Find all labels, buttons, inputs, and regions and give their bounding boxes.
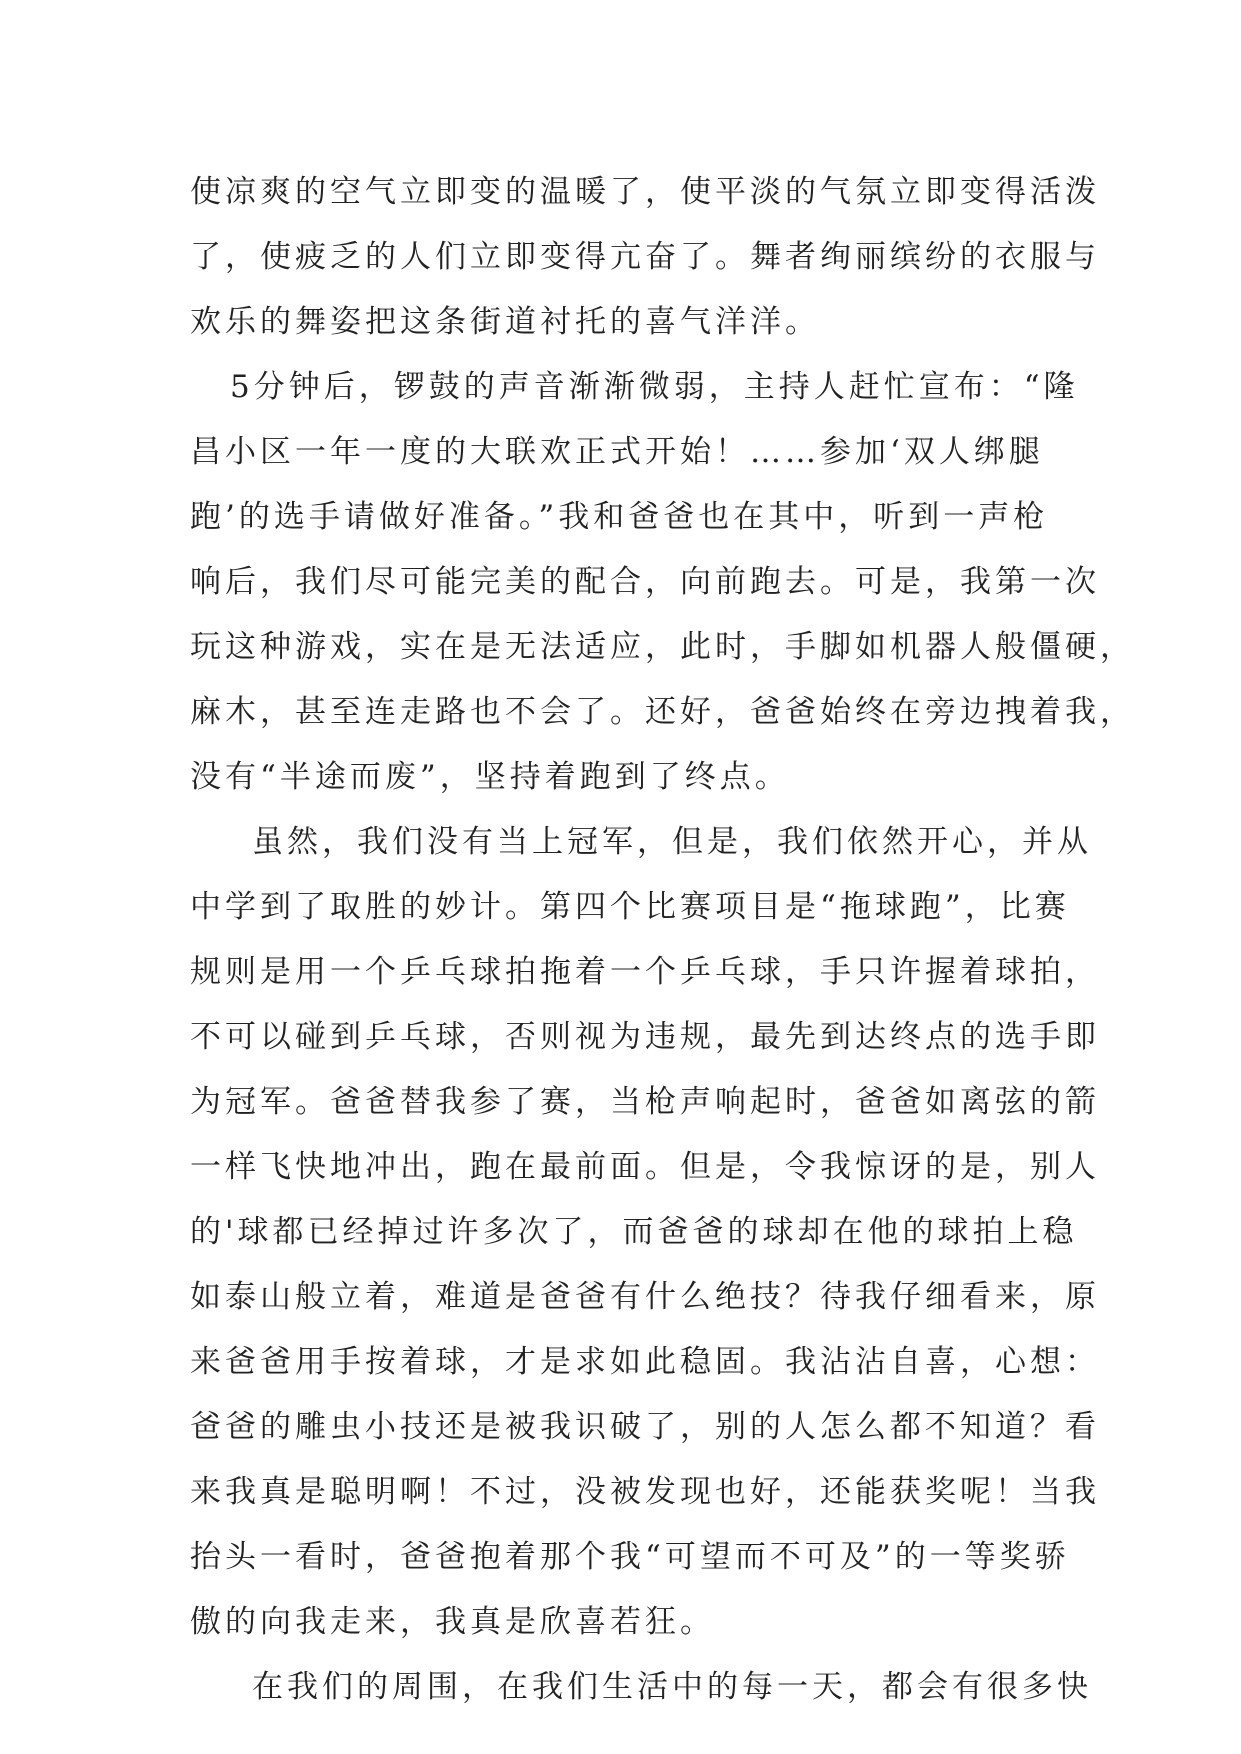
text-line: 傲的向我走来，我真是欣喜若狂。 xyxy=(190,1604,715,1640)
text-line: 一样飞快地冲出，跑在最前面。但是，令我惊讶的是，别人 xyxy=(190,1149,1100,1185)
text-line: 规则是用一个乒乓球拍拖着一个乒乓球，手只许握着球拍， xyxy=(190,954,1100,990)
body-text xyxy=(190,160,1135,1720)
text-line: 来我真是聪明啊！不过，没被发现也好，还能获奖呢！当我 xyxy=(190,1474,1100,1510)
text-line: 来爸爸用手按着球，才是求如此稳固。我沾沾自喜，心想： xyxy=(190,1344,1100,1380)
text-line: 如泰山般立着，难道是爸爸有什么绝技？待我仔细看来，原 xyxy=(190,1279,1100,1315)
text-line: 使凉爽的空气立即变的温暖了，使平淡的气氛立即变得活泼 xyxy=(190,174,1100,210)
text-line: 抬头一看时，爸爸抱着那个我“可望而不可及”的一等奖骄 xyxy=(190,1539,1070,1575)
text-line: 响后，我们尽可能完美的配合，向前跑去。可是，我第一次 xyxy=(190,564,1100,600)
text-line: 的'球都已经掉过许多次了，而爸爸的球却在他的球拍上稳 xyxy=(190,1214,1078,1250)
text-line: 玩这种游戏，实在是无法适应，此时，手脚如机器人般僵硬， xyxy=(190,629,1135,665)
text-line: 欢乐的舞姿把这条街道衬托的喜气洋洋。 xyxy=(190,304,820,340)
text-line: 昌小区一年一度的大联欢正式开始！……参加‘双人绑腿 xyxy=(190,434,1044,470)
text-line: 中学到了取胜的妙计。第四个比赛项目是“拖球跑”，比赛 xyxy=(190,889,1070,925)
text-line: 为冠军。爸爸替我参了赛，当枪声响起时，爸爸如离弦的箭 xyxy=(190,1084,1100,1120)
text-line: 麻木，甚至连走路也不会了。还好，爸爸始终在旁边拽着我， xyxy=(190,694,1135,730)
text-line: 跑’的选手请做好准备。”我和爸爸也在其中，听到一声枪 xyxy=(190,499,1049,535)
text-line: 在我们的周围，在我们生活中的每一天，都会有很多快 xyxy=(252,1669,1092,1705)
text-line: 爸爸的雕虫小技还是被我识破了，别的人怎么都不知道？看 xyxy=(190,1409,1100,1445)
text-line: 了，使疲乏的人们立即变得亢奋了。舞者绚丽缤纷的衣服与 xyxy=(190,239,1100,275)
text-line: 虽然，我们没有当上冠军，但是，我们依然开心，并从 xyxy=(252,824,1092,860)
text-line: 不可以碰到乒乓球，否则视为违规，最先到达终点的选手即 xyxy=(190,1019,1100,1055)
text-line: 5分钟后，锣鼓的声音渐渐微弱，主持人赶忙宣布：“隆 xyxy=(230,369,1079,405)
text-line: 没有“半途而废”，坚持着跑到了终点。 xyxy=(190,759,790,795)
